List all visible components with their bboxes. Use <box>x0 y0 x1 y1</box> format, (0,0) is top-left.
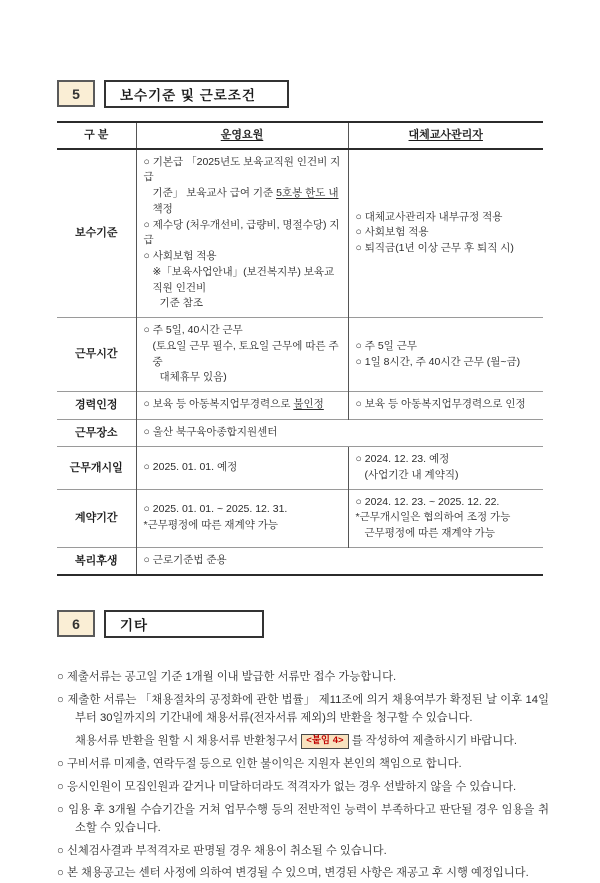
text-segment: ○ 기본급 「2025년도 보육교직원 인건비 지급 <box>143 155 341 184</box>
note-continuation <box>57 732 549 750</box>
row-label: 근무장소 <box>57 419 136 447</box>
table-row <box>57 149 543 318</box>
cell-line <box>356 526 537 542</box>
text-segment: *근무평정에 따른 재계약 가능 <box>143 519 279 532</box>
text-segment: 책정 <box>152 202 173 215</box>
cell-line <box>356 339 537 355</box>
text-segment: ○ 제출한 서류는 「채용절차의 공정화에 관한 법률」 제11조에 의거 채용여부가 확정된 날 이후 14일부터 30일까지의 기간내에 채용서류(전자서류 제외)의 반환을 청구할 수 있습니다. <box>57 694 549 725</box>
cell-line <box>144 155 341 187</box>
conditions-table <box>57 121 543 576</box>
text-segment: ○ 근로기준법 준용 <box>143 554 227 567</box>
cell-line <box>144 553 537 569</box>
text-segment: (토요일 근무 필수, 토요일 근무에 따른 주중 <box>152 339 339 368</box>
substitute-manager-cell <box>348 447 543 490</box>
text-segment: ○ 주 5일 근무 <box>355 339 418 352</box>
merged-cell <box>136 419 543 447</box>
substitute-manager-cell <box>348 318 543 392</box>
cell-line <box>144 339 341 371</box>
table-row <box>57 447 543 490</box>
operator-cell <box>136 318 348 392</box>
text-segment: ○ 응시인원이 모집인원과 같거나 미달하더라도 적격자가 없는 경우 선발하지 않을 수 있습니다. <box>57 780 517 793</box>
cell-line <box>144 218 341 250</box>
text-segment: ○ 2024. 12. 23. ~ 2025. 12. 22. <box>355 495 500 508</box>
cell-line <box>144 502 341 518</box>
note-item <box>57 778 549 796</box>
operator-cell <box>136 149 348 318</box>
text-segment: ○ 신체검사결과 부적격자로 판명될 경우 채용이 취소될 수 있습니다. <box>57 844 387 857</box>
note-item <box>57 842 549 860</box>
substitute-manager-cell <box>348 489 543 547</box>
underlined-text: 5호봉 한도 내 <box>276 187 339 199</box>
cell-line <box>356 468 537 484</box>
cell-line <box>144 397 341 413</box>
cell-line <box>144 460 341 476</box>
table-row <box>57 318 543 392</box>
attachment-ref-badge: <붙임 4> <box>301 734 348 749</box>
substitute-manager-cell <box>348 392 543 420</box>
cell-line <box>356 355 537 371</box>
text-segment: 를 작성하여 제출하시기 바랍니다. <box>348 735 518 748</box>
row-label: 경력인정 <box>57 392 136 420</box>
operator-cell <box>136 489 348 547</box>
substitute-manager-cell <box>348 149 543 318</box>
notes-list <box>57 668 549 882</box>
section-number-badge: 5 <box>57 80 95 107</box>
text-segment: ○ 대체교사관리자 내부규정 적용 <box>355 210 503 223</box>
col-header-category: 구 분 <box>57 122 136 149</box>
operator-cell <box>136 447 348 490</box>
text-segment: ○ 본 채용공고는 센터 사정에 의하여 변경될 수 있으며, 변경된 사항은 재공고 후 시행 예정입니다. <box>57 867 529 880</box>
text-segment: ○ 보육 등 아동복지업무경력으로 <box>143 398 294 411</box>
table-header-row <box>57 122 543 149</box>
underlined-text: 불인정 <box>293 398 324 411</box>
row-label: 보수기준 <box>74 227 118 239</box>
text-segment: ○ 2025. 01. 01. ~ 2025. 12. 31. <box>143 503 288 516</box>
cell-line <box>356 452 537 468</box>
note-item <box>57 668 549 686</box>
table-row <box>57 489 543 547</box>
cell-line <box>356 397 537 413</box>
text-segment: *근무개시일은 협의하여 조정 가능 <box>355 511 511 524</box>
row-label: 복리후생 <box>57 547 136 575</box>
text-segment: 채용서류 반환을 원할 시 채용서류 반환청구서 <box>75 735 302 748</box>
text-segment: (사업기간 내 계약직) <box>364 468 459 481</box>
row-label: 근무시간 <box>57 318 136 392</box>
col-header-substitute-manager: 대체교사관리자 <box>348 122 543 149</box>
cell-line <box>356 510 537 526</box>
text-segment: 근무평정에 따른 재계약 가능 <box>364 527 495 539</box>
table-row <box>57 392 543 420</box>
col-header-operator: 운영요원 <box>136 122 348 149</box>
row-label: 근무개시일 <box>57 447 136 490</box>
text-segment: ○ 울산 북구육아종합지원센터 <box>143 425 278 438</box>
text-segment: 기준」 보육교사 급여 기준 <box>152 187 277 199</box>
row-label: 계약기간 <box>57 489 136 547</box>
text-segment: ○ 임용 후 3개월 수습기간을 거쳐 업무수행 등의 전반적인 능력이 부족하다고 판단될 경우 임용을 취소할 수 있습니다. <box>57 803 549 834</box>
text-segment: ○ 제수당 (처우개선비, 급량비, 명절수당) 지급 <box>143 218 340 247</box>
text-segment: ○ 2024. 12. 23. 예정 <box>355 453 450 465</box>
text-segment: ○ 1일 8시간, 주 40시간 근무 (월~금) <box>355 355 521 368</box>
text-segment: ※「보육사업안내」(보건복지부) 보육교직원 인건비 <box>152 265 335 294</box>
text-segment: ○ 2025. 01. 01. 예정 <box>143 460 238 473</box>
note-item <box>57 801 549 838</box>
cell-line <box>144 370 341 386</box>
cell-line <box>144 186 341 218</box>
cell-line <box>144 249 341 265</box>
section-etc-header <box>57 610 543 638</box>
text-segment: ○ 구비서류 미제출, 연락두절 등으로 인한 불이익은 지원자 본인의 책임으로 합니다. <box>57 757 462 770</box>
section-title-etc: 기타 <box>104 610 264 638</box>
text-segment: ○ 보육 등 아동복지업무경력으로 인정 <box>355 398 526 411</box>
merged-cell <box>136 547 543 575</box>
cell-line <box>356 495 537 511</box>
cell-line <box>356 241 537 257</box>
text-segment: 기준 참조 <box>159 297 203 310</box>
cell-line <box>144 425 537 441</box>
text-segment: ○ 주 5일, 40시간 근무 <box>143 324 243 336</box>
section-title-pay: 보수기준 및 근로조건 <box>104 80 289 108</box>
section-number-badge: 6 <box>57 610 95 637</box>
cell-line <box>144 296 341 312</box>
text-segment: ○ 사회보험 적용 <box>355 226 429 239</box>
text-segment: 대체휴무 있음) <box>159 371 227 384</box>
text-segment: ○ 사회보험 적용 <box>143 250 217 262</box>
section-pay-header <box>57 80 543 108</box>
note-item <box>57 864 549 882</box>
cell-line <box>144 323 341 339</box>
text-segment: ○ 퇴직금(1년 이상 근무 후 퇴직 시) <box>355 242 514 255</box>
table-row <box>57 419 543 447</box>
cell-line <box>356 210 537 226</box>
operator-cell <box>136 392 348 420</box>
cell-line <box>144 265 341 297</box>
cell-line <box>356 225 537 241</box>
note-item <box>57 755 549 773</box>
note-item <box>57 691 549 728</box>
table-row <box>57 547 543 575</box>
text-segment: ○ 제출서류는 공고일 기준 1개월 이내 발급한 서류만 접수 가능합니다. <box>57 671 397 684</box>
cell-line <box>144 518 341 534</box>
